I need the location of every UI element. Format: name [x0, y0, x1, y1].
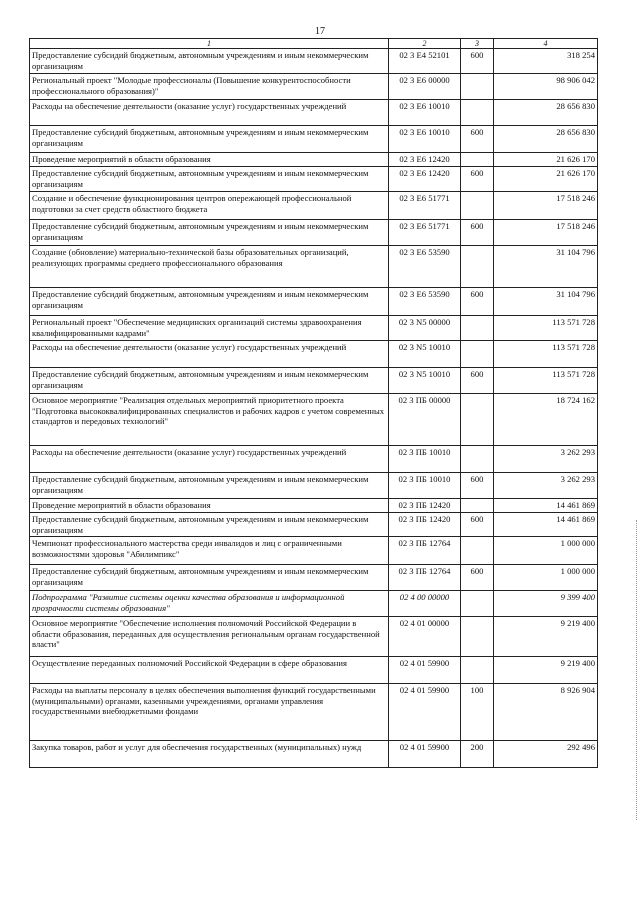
- header-col-3: 3: [461, 39, 494, 49]
- table-row: [30, 100, 598, 126]
- row-amount: 28 656 830: [494, 100, 598, 126]
- row-amount: 3 262 293: [494, 473, 598, 499]
- row-type: [461, 617, 494, 657]
- row-amount: 9 399 400: [494, 591, 598, 617]
- row-name: Региональный проект "Молодые профессионалы (Повышение конкурентоспособности профессионального образования)": [30, 74, 389, 100]
- header-col-2: 2: [389, 39, 461, 49]
- row-type: 600: [461, 368, 494, 394]
- row-code: 02 3 Е6 53590: [389, 288, 461, 316]
- row-name: Предоставление субсидий бюджетным, автономным учреждениям и иным некоммерческим организациям: [30, 49, 389, 74]
- row-code: 02 3 Е6 10010: [389, 126, 461, 153]
- table-row: [30, 192, 598, 220]
- row-type: [461, 100, 494, 126]
- table-row: [30, 220, 598, 246]
- table-row: [30, 617, 598, 657]
- row-type: [461, 394, 494, 446]
- table-row: [30, 657, 598, 684]
- row-type: 600: [461, 565, 494, 591]
- row-name: Предоставление субсидий бюджетным, автономным учреждениям и иным некоммерческим организациям: [30, 167, 389, 192]
- row-name: Создание и обеспечение функционирования центров опережающей профессиональной подготовки за счет средств областного бюджета: [30, 192, 389, 220]
- row-type: 600: [461, 288, 494, 316]
- row-name: Предоставление субсидий бюджетным, автономным учреждениям и иным некоммерческим организациям: [30, 368, 389, 394]
- row-code: 02 3 Е6 12420: [389, 167, 461, 192]
- row-name: Предоставление субсидий бюджетным, автономным учреждениям и иным некоммерческим организациям: [30, 513, 389, 537]
- row-code: 02 3 Е6 53590: [389, 246, 461, 288]
- row-code: 02 4 01 59900: [389, 684, 461, 741]
- row-type: 600: [461, 473, 494, 499]
- table-row: [30, 368, 598, 394]
- row-name: Предоставление субсидий бюджетным, автономным учреждениям и иным некоммерческим организациям: [30, 288, 389, 316]
- row-amount: 14 461 869: [494, 513, 598, 537]
- row-name: Осуществление переданных полномочий Российской Федерации в сфере образования: [30, 657, 389, 684]
- row-code: 02 3 Е6 51771: [389, 192, 461, 220]
- table-row: [30, 565, 598, 591]
- row-amount: 98 906 042: [494, 74, 598, 100]
- table-row: [30, 741, 598, 768]
- row-name: Предоставление субсидий бюджетным, автономным учреждениям и иным некоммерческим организациям: [30, 565, 389, 591]
- row-amount: 3 262 293: [494, 446, 598, 473]
- row-amount: 9 219 400: [494, 617, 598, 657]
- row-code: 02 3 N5 10010: [389, 368, 461, 394]
- row-code: 02 3 Е4 52101: [389, 49, 461, 74]
- table-row: [30, 288, 598, 316]
- row-type: 600: [461, 126, 494, 153]
- row-code: 02 3 ПБ 12764: [389, 537, 461, 565]
- row-code: 02 3 Е6 12420: [389, 153, 461, 167]
- row-amount: 113 571 728: [494, 316, 598, 341]
- row-amount: 31 104 796: [494, 246, 598, 288]
- row-amount: 292 496: [494, 741, 598, 768]
- row-code: 02 3 ПБ 12420: [389, 499, 461, 513]
- row-name: Расходы на обеспечение деятельности (оказание услуг) государственных учреждений: [30, 341, 389, 368]
- row-type: [461, 341, 494, 368]
- row-name: Проведение мероприятий в области образования: [30, 499, 389, 513]
- row-type: 600: [461, 49, 494, 74]
- row-type: 200: [461, 741, 494, 768]
- row-type: [461, 246, 494, 288]
- row-name: Закупка товаров, работ и услуг для обеспечения государственных (муниципальных) нужд: [30, 741, 389, 768]
- row-amount: 28 656 830: [494, 126, 598, 153]
- row-amount: 8 926 904: [494, 684, 598, 741]
- row-code: 02 4 01 59900: [389, 657, 461, 684]
- row-name: Основное мероприятие "Обеспечение исполнения полномочий Российской Федерации в области образования, переданных для осуществления региональным органам государственной власти": [30, 617, 389, 657]
- row-amount: 21 626 170: [494, 153, 598, 167]
- row-name: Подпрограмма "Развитие системы оценки качества образования и информационной прозрачности системы образования": [30, 591, 389, 617]
- row-amount: 1 000 000: [494, 537, 598, 565]
- row-amount: 9 219 400: [494, 657, 598, 684]
- budget-table: [29, 38, 598, 768]
- row-code: 02 3 Е6 51771: [389, 220, 461, 246]
- row-code: 02 3 ПБ 10010: [389, 446, 461, 473]
- row-name: Предоставление субсидий бюджетным, автономным учреждениям и иным некоммерческим организациям: [30, 126, 389, 153]
- table-row: [30, 126, 598, 153]
- row-code: 02 3 ПБ 00000: [389, 394, 461, 446]
- table-row: [30, 49, 598, 74]
- table-row: [30, 246, 598, 288]
- row-amount: 113 571 728: [494, 341, 598, 368]
- row-type: 100: [461, 684, 494, 741]
- row-amount: 14 461 869: [494, 499, 598, 513]
- table-row: [30, 153, 598, 167]
- row-name: Расходы на выплаты персоналу в целях обеспечения выполнения функций государственными (муниципальными) органами, казенными учреждениями, органами управления государственными внебюджетными фондами: [30, 684, 389, 741]
- row-code: 02 3 ПБ 12420: [389, 513, 461, 537]
- row-type: [461, 74, 494, 100]
- row-code: 02 3 ПБ 12764: [389, 565, 461, 591]
- table-row: [30, 74, 598, 100]
- row-name: Создание (обновление) материально-технической базы образовательных организаций, реализующих программы среднего профессионального образования: [30, 246, 389, 288]
- row-code: 02 3 Е6 00000: [389, 74, 461, 100]
- row-amount: 17 518 246: [494, 192, 598, 220]
- row-type: 600: [461, 220, 494, 246]
- row-type: [461, 316, 494, 341]
- row-type: 600: [461, 167, 494, 192]
- header-col-1: 1: [30, 39, 389, 49]
- row-name: Основное мероприятие "Реализация отдельных мероприятий приоритетного проекта "Подготовка высококвалифицированных специалистов и рабочих кадров с учетом современных стандартов и передовых технологий": [30, 394, 389, 446]
- row-type: [461, 446, 494, 473]
- row-type: [461, 591, 494, 617]
- table-row: [30, 446, 598, 473]
- table-row: [30, 537, 598, 565]
- row-code: 02 4 01 59900: [389, 741, 461, 768]
- table-row: [30, 167, 598, 192]
- row-amount: 1 000 000: [494, 565, 598, 591]
- row-code: 02 4 01 00000: [389, 617, 461, 657]
- table-row: [30, 341, 598, 368]
- page-number: 17: [315, 26, 325, 37]
- row-name: Предоставление субсидий бюджетным, автономным учреждениям и иным некоммерческим организациям: [30, 473, 389, 499]
- table-row: [30, 394, 598, 446]
- row-name: Предоставление субсидий бюджетным, автономным учреждениям и иным некоммерческим организациям: [30, 220, 389, 246]
- header-col-4: 4: [494, 39, 598, 49]
- table-row: [30, 316, 598, 341]
- row-type: [461, 153, 494, 167]
- row-name: Расходы на обеспечение деятельности (оказание услуг) государственных учреждений: [30, 446, 389, 473]
- row-amount: 21 626 170: [494, 167, 598, 192]
- row-amount: 318 254: [494, 49, 598, 74]
- row-type: [461, 499, 494, 513]
- row-code: 02 3 Е6 10010: [389, 100, 461, 126]
- table-row: [30, 513, 598, 537]
- table-body: [30, 49, 598, 768]
- table-header-row: [30, 39, 598, 49]
- row-type: [461, 537, 494, 565]
- row-code: 02 3 N5 00000: [389, 316, 461, 341]
- row-name: Расходы на обеспечение деятельности (оказание услуг) государственных учреждений: [30, 100, 389, 126]
- margin-marks: [632, 520, 637, 820]
- row-amount: 113 571 728: [494, 368, 598, 394]
- row-name: Проведение мероприятий в области образования: [30, 153, 389, 167]
- table-row: [30, 684, 598, 741]
- row-name: Чемпионат профессионального мастерства среди инвалидов и лиц с ограниченными возможностями здоровья "Абилимпикс": [30, 537, 389, 565]
- table-row: [30, 499, 598, 513]
- table-row: [30, 591, 598, 617]
- row-amount: 18 724 162: [494, 394, 598, 446]
- row-type: [461, 657, 494, 684]
- row-name: Региональный проект "Обеспечение медицинских организаций системы здравоохранения квалифицированными кадрами": [30, 316, 389, 341]
- row-code: 02 3 ПБ 10010: [389, 473, 461, 499]
- row-amount: 31 104 796: [494, 288, 598, 316]
- row-code: 02 3 N5 10010: [389, 341, 461, 368]
- table-row: [30, 473, 598, 499]
- row-amount: 17 518 246: [494, 220, 598, 246]
- row-code: 02 4 00 00000: [389, 591, 461, 617]
- row-type: 600: [461, 513, 494, 537]
- row-type: [461, 192, 494, 220]
